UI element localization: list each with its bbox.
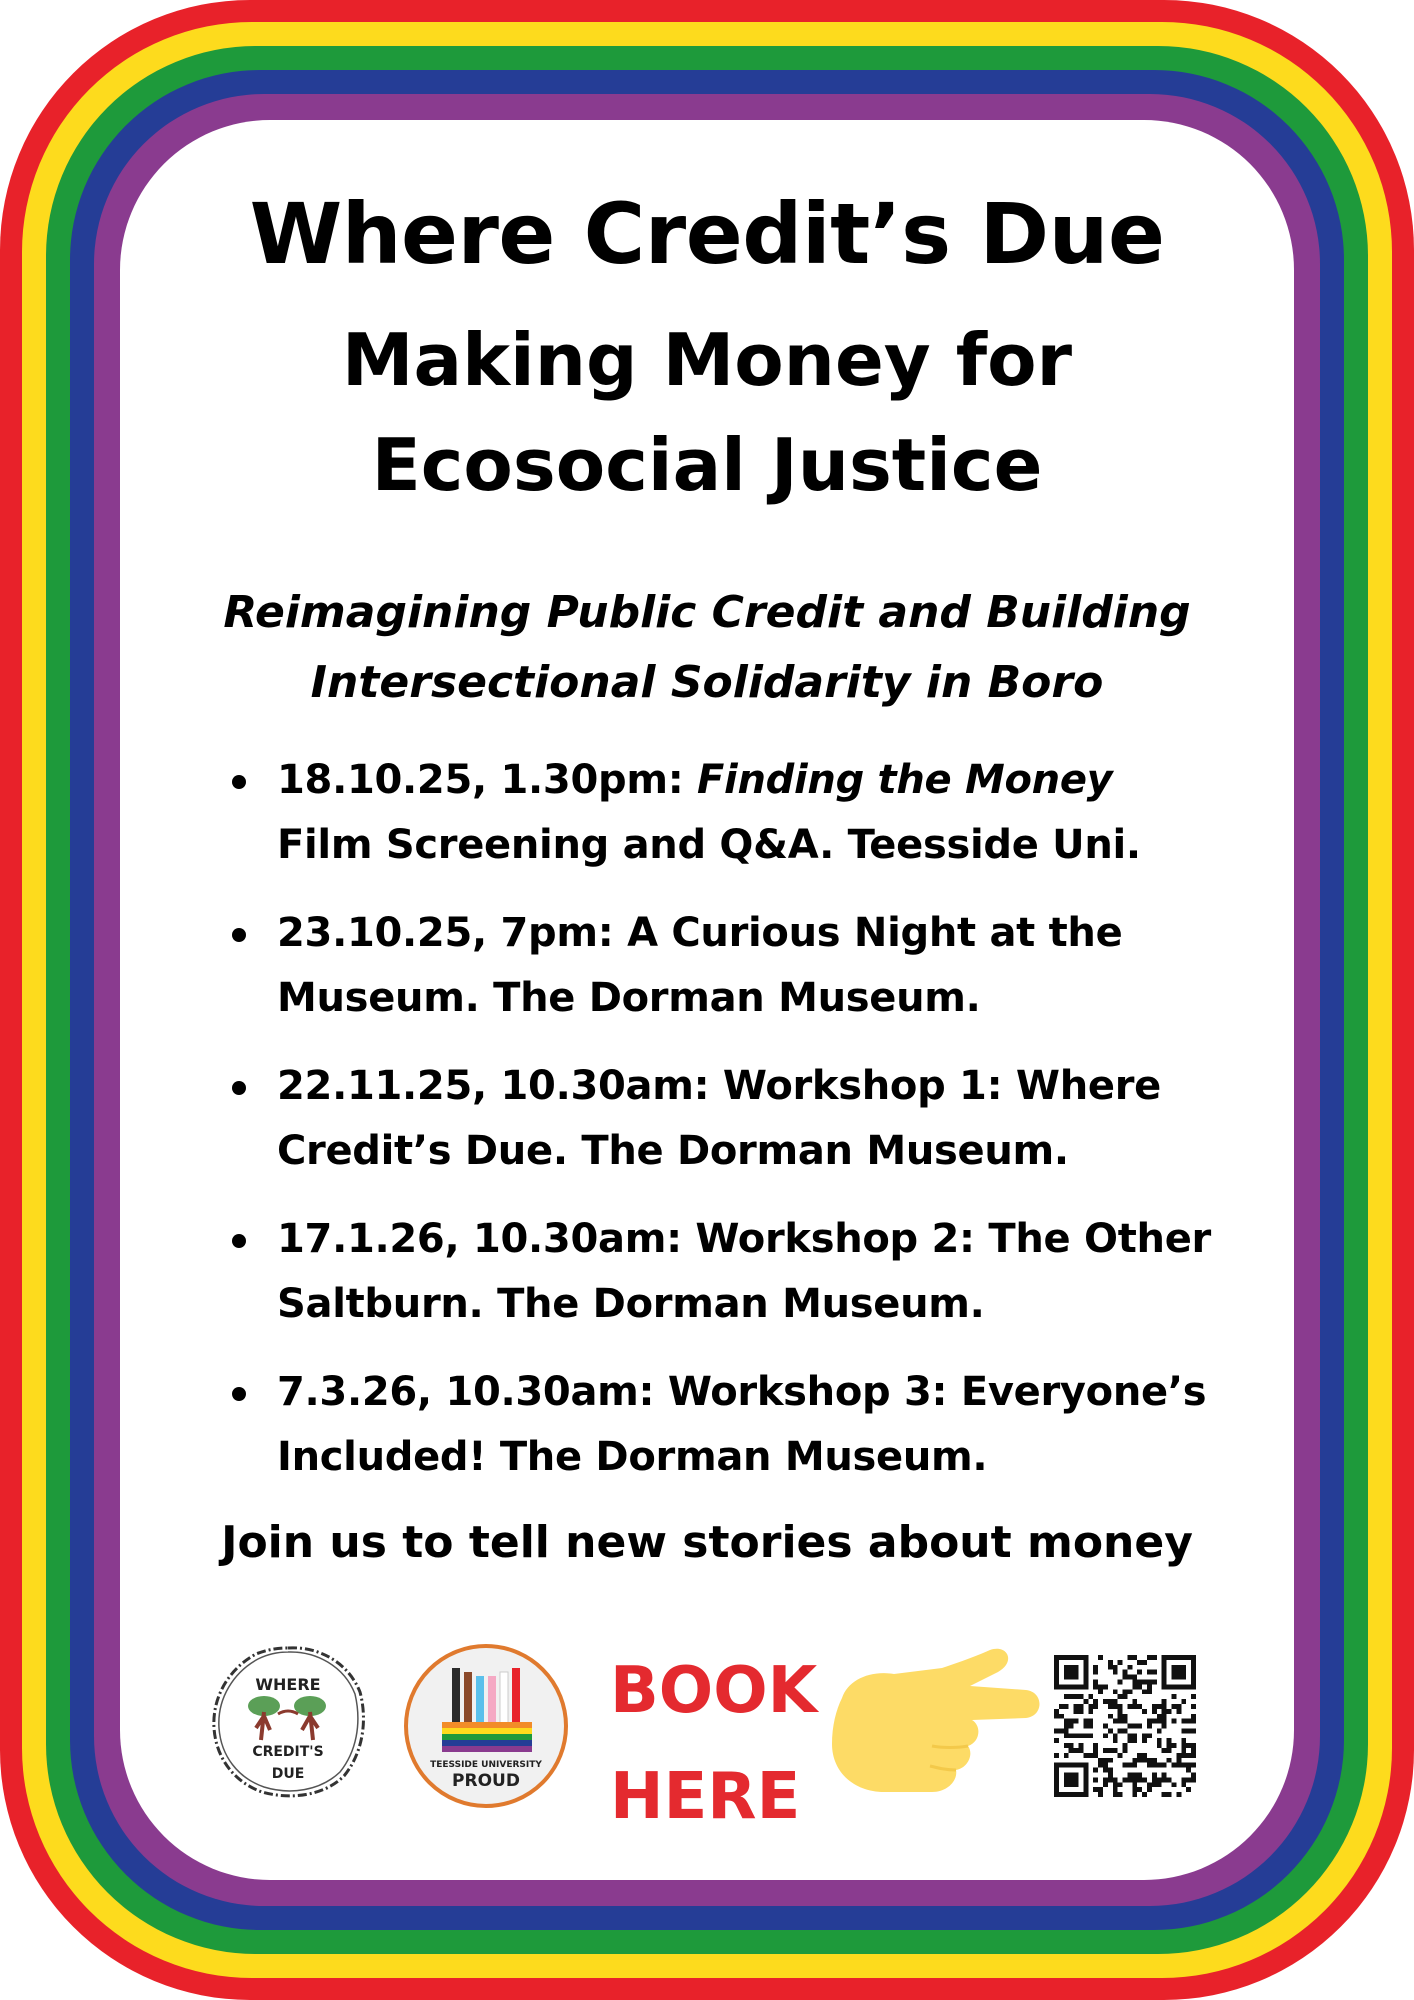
book-here-text[interactable] [610,1638,818,1850]
svg-text:PROUD: PROUD [452,1771,520,1791]
bullet-icon [232,1387,246,1401]
call-to-action-text: Join us to tell new stories about money [221,1517,1193,1568]
poster-title: Where Credit’s Due [249,185,1165,283]
bullet-icon [232,928,246,942]
tagline [180,578,1234,718]
event-line2: Saltburn. The Dorman Museum. [277,1281,985,1327]
teesside-university-proud-logo [402,1642,570,1810]
bullet-icon [232,1081,246,1095]
event-line1: 22.11.25, 10.30am: Workshop 1: Where [277,1063,1161,1109]
event-item-film-screening [232,748,1242,878]
svg-text:WHERE: WHERE [255,1675,321,1694]
event-details: Film Screening and Q&A. Teesside Uni. [277,822,1141,868]
svg-text:CREDIT'S: CREDIT'S [252,1744,324,1760]
event-item-workshop-1 [232,1054,1242,1184]
event-list [232,748,1242,1513]
poster-subtitle-line2: Ecosocial Justice [371,423,1043,507]
where-credits-due-logo [208,1642,368,1802]
tagline-line1: Reimagining Public Credit and Building [223,587,1191,638]
book-text-line2[interactable]: HERE [610,1760,801,1834]
bullet-icon [232,775,246,789]
event-item-workshop-2 [232,1207,1242,1337]
svg-text:DUE: DUE [271,1766,305,1782]
book-text-line1[interactable]: BOOK [610,1654,818,1728]
tagline-line2: Intersectional Solidarity in Boro [310,657,1104,708]
event-line2: Museum. The Dorman Museum. [277,975,981,1021]
event-item-curious-night [232,901,1242,1031]
event-film-title: Finding the Money [697,757,1113,803]
event-line2: Included! The Dorman Museum. [277,1434,988,1480]
event-line1: 23.10.25, 7pm: A Curious Night at the [277,910,1123,956]
bullet-icon [232,1234,246,1248]
event-line2: Credit’s Due. The Dorman Museum. [277,1128,1069,1174]
event-line1: 17.1.26, 10.30am: Workshop 2: The Other [277,1216,1211,1262]
event-date-time: 18.10.25, 1.30pm: [277,757,698,803]
qr-code-icon[interactable] [1054,1655,1196,1797]
event-line1: 7.3.26, 10.30am: Workshop 3: Everyone’s [277,1369,1207,1415]
pointing-hand-icon [822,1640,1042,1800]
event-item-workshop-3 [232,1360,1242,1490]
svg-text:TEESSIDE UNIVERSITY: TEESSIDE UNIVERSITY [430,1760,542,1770]
poster-subtitle-line1: Making Money for [341,318,1073,402]
